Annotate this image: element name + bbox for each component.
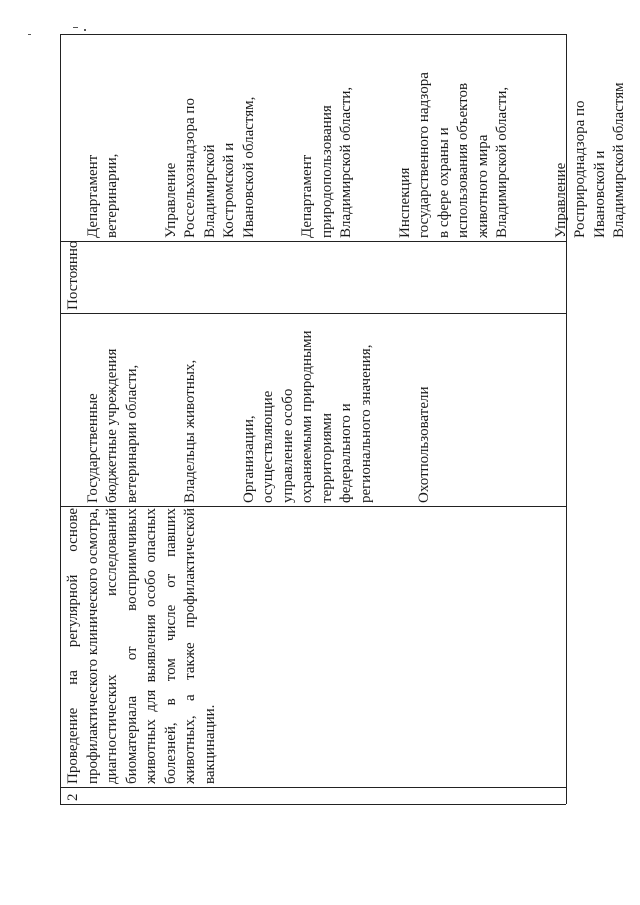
scan-mark <box>73 27 78 28</box>
column-divider <box>60 241 566 242</box>
executors-cell <box>64 315 454 503</box>
table-border-top <box>60 34 566 35</box>
deadline-cell: Постоянно <box>65 240 81 310</box>
executor-item: Владельцы животных, <box>182 359 198 503</box>
table-border-bottom <box>60 804 566 805</box>
row-number: 2 <box>65 793 81 801</box>
executor-item: Охотпользователи <box>416 386 432 503</box>
responsible-cell <box>64 38 640 238</box>
scan-mark <box>84 29 86 31</box>
executor-item: Государственные бюджетные учреждения ветеринарии области, <box>84 348 140 503</box>
column-divider <box>60 313 566 314</box>
measure-text: Проведение на регулярной основе профилактического клинического осмотра, диагностических исследований биоматериала от восприимчивых животных для выявления особо опасных болезней, в том числе от павших животных, а также профилактической вакцинации. <box>65 508 218 784</box>
executor-item: Организации, осуществляющие управление особо охраняемыми природными территориями федерального и регионального значения, <box>240 330 374 503</box>
scan-mark <box>28 34 31 35</box>
table-border-left <box>60 34 61 804</box>
responsible-item: Управление Росприроднадзора по Ивановской и Владимирской областям <box>552 82 627 238</box>
column-divider <box>60 787 566 788</box>
responsible-item: Управление Россельхознадзора по Владимирской Костромской и Ивановской областям, <box>162 96 257 238</box>
responsible-item: Инспекция государственного надзора в сфере охраны и использования объектов животного мира Владимирской области, <box>396 72 510 238</box>
column-divider <box>60 506 566 507</box>
responsible-item: Департамент природопользования Владимирской области, <box>299 86 354 238</box>
measure-cell <box>64 508 220 784</box>
responsible-item: Департамент ветеринарии, <box>84 153 120 238</box>
